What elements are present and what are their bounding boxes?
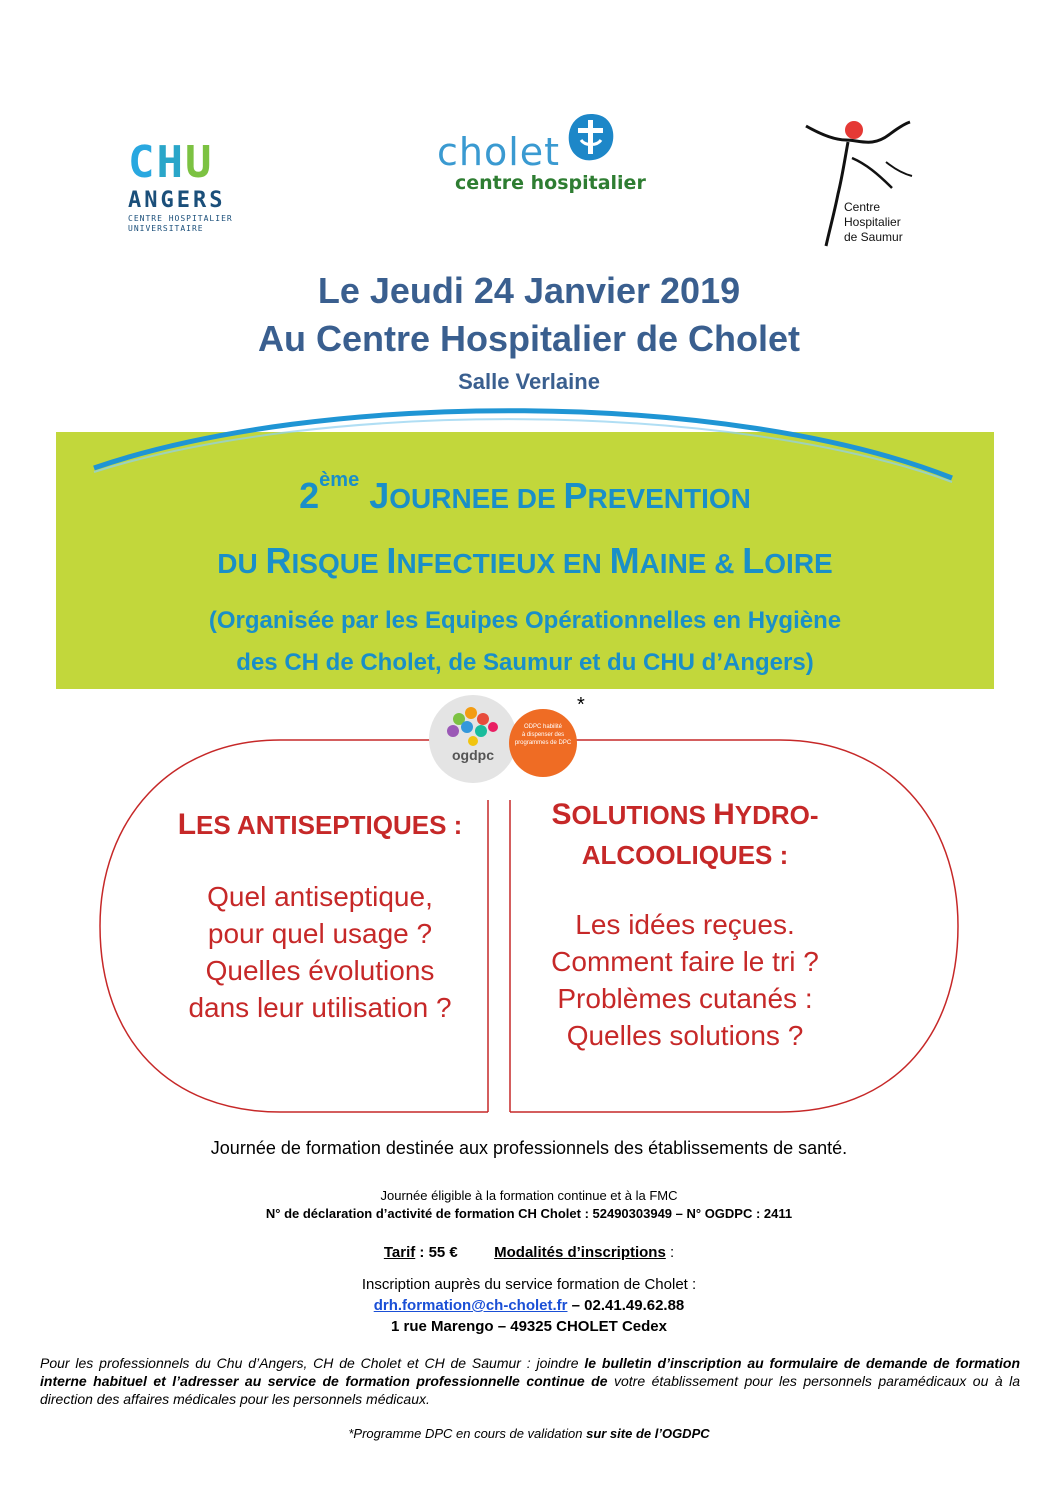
ogdpc-badge-text bbox=[511, 723, 575, 747]
right-topic-line: Quelles solutions ? bbox=[566, 1020, 804, 1051]
left-topic-title-rest: ES ANTISEPTIQUES : bbox=[196, 810, 463, 840]
right-topic-line: Problèmes cutanés : bbox=[557, 983, 813, 1014]
chu-letter-h: H bbox=[156, 137, 185, 188]
ogdpc-name: ogdpc bbox=[452, 747, 494, 763]
saumur-logo bbox=[800, 118, 930, 253]
right-topic-title-line2: ALCOOLIQUES : bbox=[581, 840, 789, 870]
chu-angers-logo bbox=[128, 137, 238, 234]
right-topic-title-rest1: OLUTIONS bbox=[571, 800, 714, 830]
ogdpc-badge-line3: programmes de DPC bbox=[514, 740, 572, 746]
cholet-cross-icon bbox=[561, 110, 621, 165]
banner-title-line1 bbox=[56, 469, 994, 517]
chu-sub2: UNIVERSITAIRE bbox=[128, 224, 204, 233]
phone-number: – 02.41.49.62.88 bbox=[567, 1297, 685, 1314]
right-topic-title-initial-s: S bbox=[551, 798, 572, 831]
note-part: Pour les bbox=[40, 1355, 100, 1371]
note-part: de Saumur : joindre bbox=[444, 1355, 585, 1371]
contact-line bbox=[0, 1297, 1058, 1314]
cholet-word: cholet bbox=[437, 130, 561, 174]
left-topic-line: Quelles évolutions bbox=[205, 955, 435, 986]
ogdpc-logo bbox=[427, 695, 577, 785]
tarif-value: : 55 € bbox=[415, 1244, 458, 1261]
instructions-paragraph bbox=[40, 1354, 1020, 1408]
saumur-line2: Hospitalier bbox=[844, 215, 901, 229]
right-topic-line: Comment faire le tri ? bbox=[551, 946, 819, 977]
ogdpc-badge-line1: ODPC habilité bbox=[523, 724, 562, 730]
banner-l1-a: OURNEE DE bbox=[389, 483, 564, 514]
dpc-note bbox=[0, 1426, 1058, 1441]
ogdpc-badge-line2: à dispenser des bbox=[521, 732, 565, 738]
banner-l2-c: NFECTIEUX EN bbox=[396, 548, 610, 579]
tarif-label: Tarif bbox=[383, 1244, 416, 1261]
event-room: Salle Verlaine bbox=[458, 369, 600, 394]
eligible-text: Journée éligible à la formation continue et à la FMC bbox=[380, 1188, 678, 1203]
tarif-line bbox=[0, 1244, 1058, 1261]
banner-title-line2 bbox=[56, 540, 994, 582]
chu-letter-u: U bbox=[185, 137, 214, 188]
banner-organisers-2: des CH de Cholet, de Saumur et du CHU d’Angers) bbox=[236, 649, 814, 676]
left-topic-body bbox=[130, 878, 510, 1026]
banner-l2-R: R bbox=[265, 540, 292, 581]
banner-ordinal: 2 bbox=[299, 475, 320, 516]
banner-l2-d: AINE & bbox=[639, 548, 743, 579]
note-part: votre établissement pour les personnels paramédicaux ou à la direction des affaires médicales pour les personnels médicaux. bbox=[40, 1373, 1021, 1407]
right-topic-line: Les idées reçues. bbox=[575, 909, 795, 940]
chu-sub1: CENTRE HOSPITALIER bbox=[128, 214, 233, 223]
chu-city: ANGERS bbox=[128, 188, 226, 213]
dpc-note-text: *Programme DPC en cours de validation bbox=[348, 1426, 587, 1441]
saumur-line1: Centre bbox=[844, 200, 881, 214]
banner-l2-e: OIRE bbox=[764, 548, 833, 579]
left-topic-title bbox=[140, 808, 500, 842]
asterisk: * bbox=[577, 694, 585, 716]
modalites-label: Modalités d’inscriptions bbox=[494, 1244, 666, 1261]
cholet-logo bbox=[437, 110, 646, 194]
event-place: Au Centre Hospitalier de Cholet bbox=[257, 318, 801, 359]
audience-text: Journée de formation destinée aux professionnels des établissements de santé. bbox=[210, 1138, 848, 1158]
modalites-colon: : bbox=[665, 1244, 675, 1261]
note-part-bold: le bulletin d’inscription au formulaire de demande de formation interne habituel et l’adresser au service de formation professionnelle continue de bbox=[40, 1355, 1021, 1389]
banner-l2-I: I bbox=[386, 540, 397, 581]
cholet-sub: centre hospitalier bbox=[455, 172, 646, 194]
saumur-line3: de Saumur bbox=[844, 230, 903, 244]
left-topic-line: dans leur utilisation ? bbox=[188, 992, 452, 1023]
event-date: Le Jeudi 24 Janvier 2019 bbox=[317, 270, 741, 311]
dpc-note-bold: sur site de l’OGDPC bbox=[586, 1426, 710, 1441]
banner-organisers-1: (Organisée par les Equipes Opérationnelles en Hygiène bbox=[208, 607, 842, 634]
banner-l2-b: ISQUE bbox=[291, 548, 387, 579]
banner-l1-J: J bbox=[369, 475, 390, 516]
note-part: professionnels du Chu d’Angers, CH de Cholet et CH bbox=[99, 1355, 445, 1371]
banner-l1-b: REVENTION bbox=[587, 483, 751, 514]
banner-ordinal-sup: ème bbox=[319, 469, 360, 491]
banner-l2-M: M bbox=[609, 540, 640, 581]
chu-letter-c: C bbox=[128, 137, 157, 188]
right-topic-title bbox=[510, 795, 860, 875]
banner-organisers bbox=[56, 600, 994, 684]
left-topic-title-initial: L bbox=[177, 808, 197, 841]
right-topic-body bbox=[500, 906, 870, 1054]
left-topic-line: Quel antiseptique, bbox=[207, 881, 433, 912]
email-link[interactable]: drh.formation@ch-cholet.fr bbox=[373, 1297, 568, 1314]
right-topic-title-initial-h: H bbox=[713, 798, 735, 831]
banner-l2-a: DU bbox=[217, 548, 266, 579]
inscription-text: Inscription auprès du service formation de Cholet : bbox=[361, 1276, 697, 1293]
right-topic-title-rest2: YDRO- bbox=[734, 800, 819, 830]
declaration-text: N° de déclaration d’activité de formation CH Cholet : 52490303949 – N° OGDPC : 2411 bbox=[265, 1206, 793, 1221]
banner-l1-P: P bbox=[563, 475, 588, 516]
banner-l2-L: L bbox=[742, 540, 765, 581]
address-text: 1 rue Marengo – 49325 CHOLET Cedex bbox=[391, 1318, 667, 1335]
left-topic-line: pour quel usage ? bbox=[207, 918, 433, 949]
